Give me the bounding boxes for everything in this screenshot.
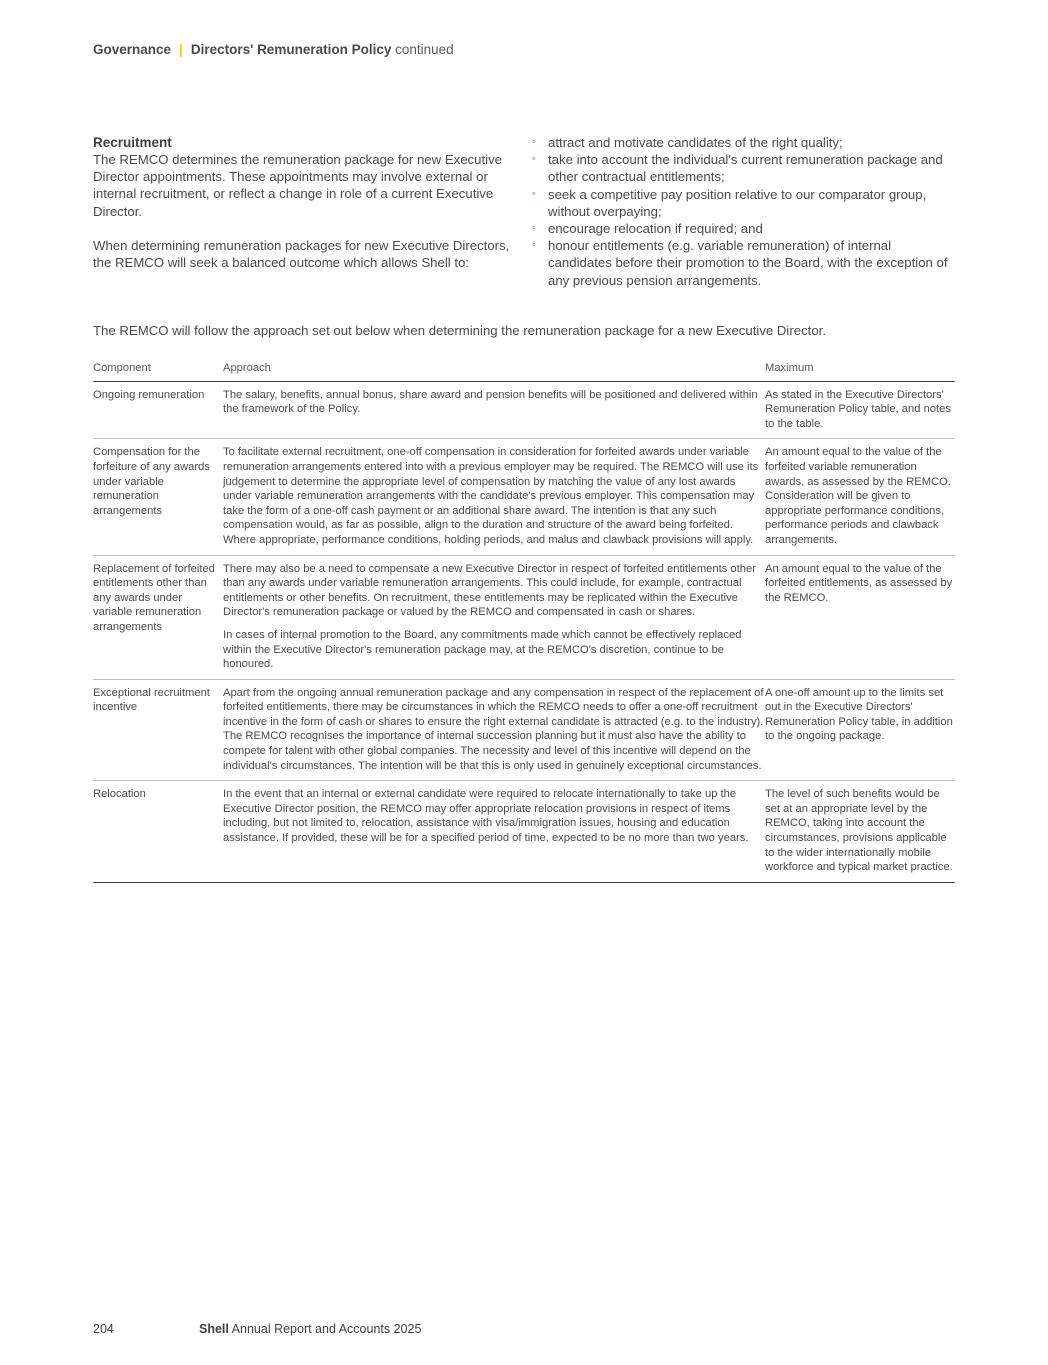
list-item: ◦ seek a competitive pay position relative to our comparator group, without overpaying; bbox=[532, 186, 927, 219]
table-row bbox=[93, 555, 955, 679]
maximum-cell: An amount equal to the value of the forfeited variable remuneration awards, as assessed by the REMCO. Consideration will be given to appropriate performance conditions, performance periods and clawback arrangements. bbox=[765, 439, 955, 555]
list-item: ◦ encourage relocation if required; and bbox=[532, 221, 763, 237]
approach-cell: To facilitate external recruitment, one-off compensation in consideration for forfeited awards under variable remuneration arrangements entered into with a previous employer may be required. The REMCO will use its judgement to determine the appropriate level of compensation by matching the value of any lost awards under variable remuneration arrangements with the candidate's previous employer. This compensation may take the form of a one-off cash payment or an additional share award. The intention is that any such compensation would, as far as possible, align to the duration and structure of the award being forfeited. Where appropriate, performance conditions, holding periods, and malus and clawback provisions will apply. bbox=[223, 439, 765, 555]
bullet-icon: ◦ bbox=[532, 136, 536, 148]
header-section: Governance bbox=[93, 42, 172, 57]
header-approach: Approach bbox=[223, 359, 765, 381]
header-title: Directors' Remuneration Policy bbox=[190, 42, 392, 57]
table-row bbox=[93, 679, 955, 781]
maximum-cell: The level of such benefits would be set at an appropriate level by the REMCO, taking into account the circumstances, provisions applicable to the wider internationally mobile workforce and typical market practice. bbox=[765, 781, 955, 883]
maximum-cell: A one-off amount up to the limits set out in the Executive Directors' Remuneration Policy table, in addition to the ongoing package. bbox=[765, 679, 955, 781]
component-cell: Exceptional recruitment incentive bbox=[93, 679, 223, 781]
list-item: ◦ honour entitlements (e.g. variable remuneration) of internal candidates before their promotion to the Board, with the exception of any previous pension arrangements. bbox=[532, 238, 948, 288]
maximum-cell: An amount equal to the value of the forfeited entitlements, as assessed by the REMCO. bbox=[765, 555, 955, 679]
header-component: Component bbox=[93, 359, 223, 381]
bullet-icon: ◦ bbox=[532, 239, 536, 252]
recruitment-heading: Recruitment bbox=[93, 135, 172, 150]
page-footer bbox=[93, 1322, 421, 1336]
approach-cell: The salary, benefits, annual bonus, share award and pension benefits will be positioned and delivered within the framework of the Policy. bbox=[223, 381, 765, 439]
approach-cell: Apart from the ongoing annual remuneration package and any compensation in respect of the replacement of forfeited entitlements, there may be circumstances in which the REMCO needs to offer a one-off recruitment incentive in the form of cash or shares to ensure the right external candidate is attracted (e.g. to the industry). The REMCO recognises the importance of internal succession planning but it must also have the ability to compete for talent with other global companies. The necessity and level of this incentive will depend on the individual's circumstances. The intention will be that this is only used in genuinely exceptional circumstances. bbox=[223, 679, 765, 781]
table-row bbox=[93, 781, 955, 883]
table-header-row bbox=[93, 359, 955, 381]
table-row bbox=[93, 381, 955, 439]
brand-name: Shell bbox=[199, 1322, 229, 1336]
recruitment-approach-table bbox=[93, 359, 955, 883]
recruitment-text-column bbox=[93, 134, 518, 288]
header-maximum: Maximum bbox=[765, 359, 955, 381]
approach-cell: There may also be a need to compensate a new Executive Director in respect of forfeited entitlements other than any awards under variable remuneration arrangements. This could include, for example, contractual entitlements or other benefits. On recruitment, these entitlements may be replicated within the Executive Director's remuneration package or valued by the REMCO and compensated in cash or shares. In cases of internal promotion to the Board, any commitments made which cannot be effectively replaced within the Executive Director's remuneration package may, at the REMCO's discretion, continue to be honoured. bbox=[223, 555, 765, 679]
publication-title: Annual Report and Accounts 2025 bbox=[231, 1322, 422, 1336]
recruitment-paragraph: When determining remuneration packages for new Executive Directors, the REMCO will seek a balanced outcome which allows Shell to: bbox=[93, 237, 510, 271]
list-item: ◦ take into account the individual's current remuneration package and other contractual entitlements; bbox=[532, 152, 943, 185]
component-cell: Compensation for the forfeiture of any awards under variable remuneration arrangements bbox=[93, 439, 223, 555]
page-number: 204 bbox=[93, 1322, 114, 1336]
header-continued: continued bbox=[395, 42, 454, 57]
table-row bbox=[93, 439, 955, 555]
bullet-icon: ◦ bbox=[532, 153, 536, 166]
running-header bbox=[93, 42, 454, 57]
recruitment-paragraph: The REMCO determines the remuneration package for new Executive Director appointments. These appointments may involve external or internal recruitment, or reflect a change in role of a current Executive Director. bbox=[93, 152, 503, 219]
component-cell: Replacement of forfeited entitlements other than any awards under variable remuneration arrangements bbox=[93, 555, 223, 679]
recruitment-objectives-list bbox=[532, 134, 952, 289]
bullet-icon: ◦ bbox=[532, 222, 536, 235]
list-item: ◦ attract and motivate candidates of the right quality; bbox=[532, 135, 843, 150]
table-intro: The REMCO will follow the approach set out below when determining the remuneration package for a new Executive Director. bbox=[93, 323, 827, 338]
approach-cell: In the event that an internal or external candidate were required to relocate internationally to take up the Executive Director position, the REMCO may offer appropriate relocation provisions in respect of items including, but not limited to, relocation, assistance with visa/immigration issues, housing and education assistance. If provided, these will be for a specified period of time, expected to be no more than two years. bbox=[223, 781, 765, 883]
component-cell: Relocation bbox=[93, 781, 223, 883]
component-cell: Ongoing remuneration bbox=[93, 381, 223, 439]
maximum-cell: As stated in the Executive Directors' Remuneration Policy table, and notes to the table. bbox=[765, 381, 955, 439]
header-separator: | bbox=[179, 42, 183, 57]
bullet-icon: ◦ bbox=[532, 187, 536, 200]
recruitment-bullet-column bbox=[532, 134, 952, 289]
